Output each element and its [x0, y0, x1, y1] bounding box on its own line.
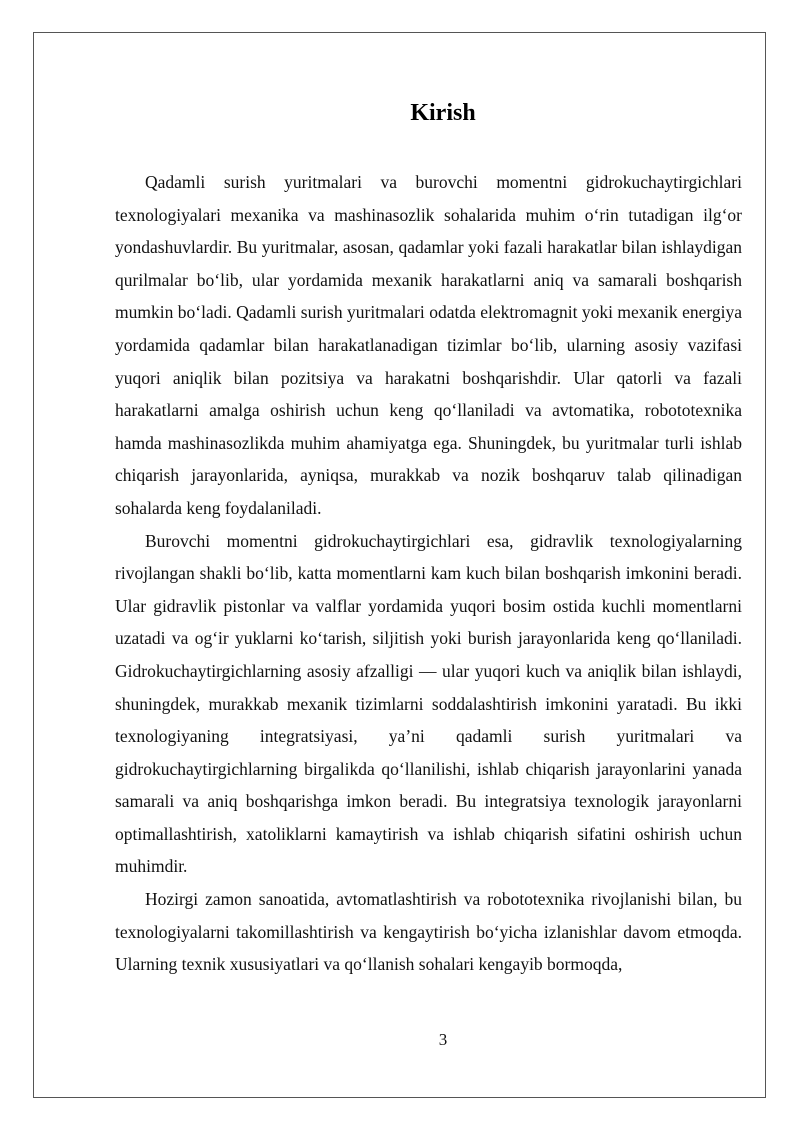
page-title: Kirish [410, 100, 476, 126]
paragraph-1: Qadamli surish yuritmalari va burovchi momentni gidrokuchaytirgichlari texnologiyalari mexanika va mashinasozlik sohalarida muhim o‘rin tutadigan ilg‘or yondashuvlardir. Bu yuritmalar, asosan, qadamlar yoki fazali harakatlar bilan ishlaydigan qurilmalar bo‘lib, ular yordamida mexanik harakatlarni aniq va samarali boshqarish mumkin bo‘ladi. Qadamli surish yuritmalari odatda elektromagnit yoki mexanik energiya yordamida qadamlar bilan harakatlanadigan tizimlar bo‘lib, ularning asosiy vazifasi yuqori aniqlik bilan pozitsiya va harakatni boshqarishdir. Ular qatorli va fazali harakatlarni amalga oshirish uchun keng qo‘llaniladi va avtomatika, robototexnika hamda mashinasozlikda muhim ahamiyatga ega. Shuningdek, bu yuritmalar turli ishlab chiqarish jarayonlarida, ayniqsa, murakkab va nozik boshqaruv talab qilinadigan sohalarda keng foydalaniladi. [115, 172, 742, 518]
body-text [115, 166, 742, 981]
paragraph-3: Hozirgi zamon sanoatida, avtomatlashtirish va robototexnika rivojlanishi bilan, bu texnologiyalarni takomillashtirish va kengaytirish bo‘yicha izlanishlar davom etmoqda. Ularning texnik xususiyatlari va qo‘llanish sohalari kengayib bormoqda, [115, 889, 742, 975]
paragraph-2: Burovchi momentni gidrokuchaytirgichlari esa, gidravlik texnologiyalarning rivojlangan shakli bo‘lib, katta momentlarni kam kuch bilan boshqarish imkonini beradi. Ular gidravlik pistonlar va valflar yordamida yuqori bosim ostida kuchli momentlarni uzatadi va og‘ir yuklarni ko‘tarish, siljitish yoki burish jarayonlarida keng qo‘llaniladi. Gidrokuchaytirgichlarning asosiy afzalligi — ular yuqori kuch va aniqlik bilan ishlaydi, shuningdek, murakkab mexanik tizimlarni soddalashtirish imkonini yaratadi. Bu ikki texnologiyaning integratsiyasi, ya’ni qadamli surish yuritmalari va gidrokuchaytirgichlarning birgalikda qo‘llanilishi, ishlab chiqarish jarayonlarini yanada samarali va aniq boshqarishga imkon beradi. Bu integratsiya texnologik jarayonlarni optimallashtirish, xatoliklarni kamaytirish va ishlab chiqarish sifatini oshirish uchun muhimdir. [115, 530, 742, 877]
page-number: 3 [438, 1030, 448, 1049]
